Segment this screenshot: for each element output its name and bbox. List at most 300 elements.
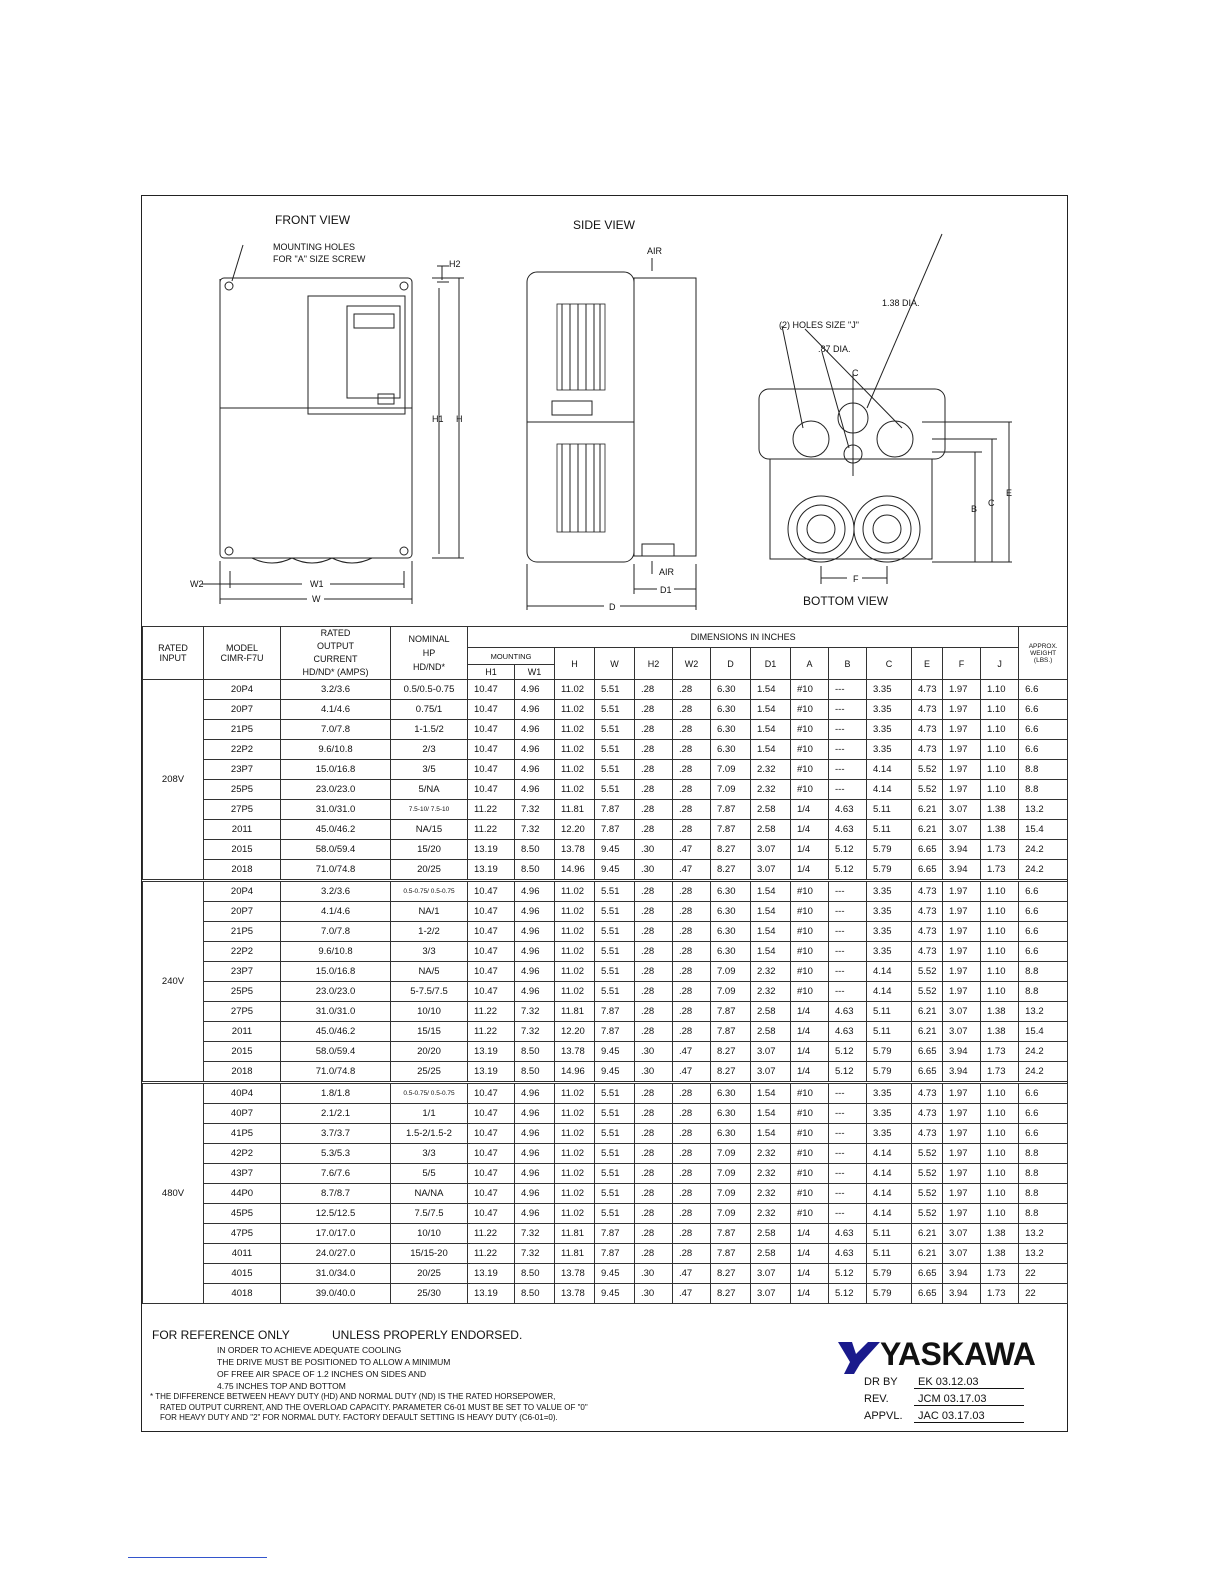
header-current: RATED OUTPUT CURRENT HD/ND* (AMPS) [281,627,391,680]
table-row [143,1002,1068,1022]
air-top-label: AIR [647,246,663,256]
table-cell: --- [829,982,867,1002]
table-cell: 3.35 [867,720,912,740]
table-cell: 13.78 [555,840,595,860]
table-cell: 10.47 [468,720,515,740]
table-cell: #10 [791,1144,829,1164]
table-cell: 8.50 [515,1042,555,1062]
table-cell: 4.96 [515,680,555,700]
table-cell: 5.51 [595,780,635,800]
table-cell: 3.94 [943,1042,981,1062]
table-cell: 6.6 [1019,902,1068,922]
table-cell: --- [829,922,867,942]
table-cell: 10.47 [468,1204,515,1224]
table-cell: 45P5 [204,1204,281,1224]
table-cell: #10 [791,881,829,902]
table-cell: 5.51 [595,720,635,740]
table-cell: 1.97 [943,680,981,700]
table-cell: 7.87 [711,1244,751,1264]
table-cell: 20P7 [204,700,281,720]
table-cell: 10/10 [391,1002,468,1022]
table-cell: 5-7.5/7.5 [391,982,468,1002]
table-cell: .28 [635,680,673,700]
table-cell: 11.02 [555,740,595,760]
table-cell: 11.81 [555,1224,595,1244]
table-row [143,1144,1068,1164]
table-row [143,740,1068,760]
table-cell: #10 [791,760,829,780]
table-cell: 24.2 [1019,840,1068,860]
table-cell: 4.1/4.6 [281,700,391,720]
table-cell: .30 [635,1264,673,1284]
table-cell: 0.5-0.75/ 0.5-0.75 [391,1083,468,1104]
table-cell: .28 [673,982,711,1002]
bottom-view-title: BOTTOM VIEW [803,594,889,608]
table-cell: 2.32 [751,760,791,780]
table-cell: 2.32 [751,982,791,1002]
table-cell: 8.27 [711,1264,751,1284]
table-cell: 7.87 [595,1224,635,1244]
table-cell: 3.07 [751,1042,791,1062]
table-cell: 24.2 [1019,1042,1068,1062]
table-cell: 5.51 [595,760,635,780]
table-cell: 13.2 [1019,1002,1068,1022]
table-cell: 2011 [204,1022,281,1042]
dim-c-top-label: C [852,368,859,378]
table-cell: 1.10 [981,922,1019,942]
table-cell: 4.96 [515,1083,555,1104]
side-view-drawing [527,258,696,610]
table-cell: 45.0/46.2 [281,820,391,840]
table-cell: 10.47 [468,962,515,982]
table-cell: 20P4 [204,881,281,902]
table-cell: 1/4 [791,1062,829,1083]
table-cell: 5.51 [595,1184,635,1204]
table-cell: 4.96 [515,1184,555,1204]
table-cell: 1.73 [981,840,1019,860]
dim-d-label: D [609,602,616,612]
table-cell: 11.02 [555,1204,595,1224]
table-cell: 20P4 [204,680,281,700]
table-cell: .28 [673,680,711,700]
table-cell: 4015 [204,1264,281,1284]
table-cell: 1.97 [943,740,981,760]
table-cell: 6.30 [711,680,751,700]
header-weight: APPROX. WEIGHT (LBS.) [1019,627,1068,680]
dimensions-table [142,626,1068,1304]
table-cell: 5.12 [829,840,867,860]
table-cell: 3.35 [867,680,912,700]
header-model: MODEL CIMR-F7U [204,627,281,680]
table-cell: 3.35 [867,922,912,942]
table-cell: 1.97 [943,700,981,720]
dim-h2-label: H2 [449,259,461,269]
table-cell: 4.14 [867,760,912,780]
table-cell: 4.14 [867,780,912,800]
table-cell: 11.81 [555,1244,595,1264]
table-cell: 6.30 [711,700,751,720]
mounting-holes-label-2: FOR "A" SIZE SCREW [273,254,366,264]
table-cell: .28 [673,1224,711,1244]
table-cell: 11.02 [555,780,595,800]
table-cell: 27P5 [204,800,281,820]
side-view-title: SIDE VIEW [573,218,636,232]
table-cell: .28 [635,1184,673,1204]
table-cell: 13.2 [1019,1244,1068,1264]
header-w2: W2 [673,648,711,680]
table-cell: .30 [635,840,673,860]
table-cell: 7.09 [711,1184,751,1204]
table-cell: 7.0/7.8 [281,922,391,942]
table-cell: --- [829,1104,867,1124]
header-d: D [711,648,751,680]
table-cell: 7.87 [711,800,751,820]
table-cell: 13.19 [468,1062,515,1083]
table-cell: 4.73 [912,881,943,902]
table-cell: .28 [673,820,711,840]
table-cell: 13.78 [555,1042,595,1062]
header-h: H [555,648,595,680]
mounting-holes-label-1: MOUNTING HOLES [273,242,356,252]
table-cell: 1.10 [981,720,1019,740]
table-cell: 6.6 [1019,942,1068,962]
table-cell: 24.2 [1019,860,1068,881]
dim-w2-label: W2 [190,579,204,589]
table-cell: 3.35 [867,740,912,760]
table-cell: .28 [673,720,711,740]
table-cell: 3.2/3.6 [281,881,391,902]
table-cell: 3.07 [751,860,791,881]
table-cell: .28 [635,800,673,820]
table-cell: 5.51 [595,1083,635,1104]
table-cell: 6.30 [711,942,751,962]
table-cell: 22P2 [204,942,281,962]
table-cell: 6.65 [912,840,943,860]
table-cell: 1-1.5/2 [391,720,468,740]
table-cell: 11.22 [468,800,515,820]
table-cell: 6.30 [711,1104,751,1124]
table-cell: 12.20 [555,1022,595,1042]
table-cell: 4.63 [829,1244,867,1264]
dim-h-label: H [456,414,463,424]
table-row [143,1042,1068,1062]
table-cell: 4.96 [515,1144,555,1164]
footer [142,1326,1067,1431]
table-cell: 3.07 [751,1264,791,1284]
dim-e-label: E [1006,488,1013,498]
table-cell: 3.35 [867,700,912,720]
table-cell: --- [829,962,867,982]
table-cell: 8.8 [1019,780,1068,800]
table-cell: 1/4 [791,1042,829,1062]
table-cell: 4.96 [515,902,555,922]
table-cell: 15.0/16.8 [281,760,391,780]
table-cell: --- [829,1204,867,1224]
table-cell: 7.09 [711,780,751,800]
table-row [143,800,1068,820]
table-cell: 4.73 [912,922,943,942]
table-cell: 5.51 [595,982,635,1002]
table-cell: --- [829,780,867,800]
table-cell: 1.97 [943,1083,981,1104]
table-cell: 3.07 [943,800,981,820]
table-cell: .28 [635,1204,673,1224]
table-cell: .47 [673,1042,711,1062]
table-cell: 71.0/74.8 [281,1062,391,1083]
table-cell: 8.27 [711,840,751,860]
table-cell: 5.79 [867,840,912,860]
table-cell: 12.20 [555,820,595,840]
table-cell: 10/10 [391,1224,468,1244]
table-cell: .30 [635,1284,673,1304]
table-cell: 3.07 [943,1224,981,1244]
table-cell: 6.6 [1019,680,1068,700]
table-cell: 12.5/12.5 [281,1204,391,1224]
table-cell: 1.97 [943,1204,981,1224]
table-cell: #10 [791,780,829,800]
table-cell: 6.21 [912,820,943,840]
table-cell: 7.09 [711,982,751,1002]
table-cell: 11.02 [555,720,595,740]
table-cell: 11.02 [555,922,595,942]
table-cell: 5.11 [867,1022,912,1042]
brand-wordmark: YASKAWA [880,1336,1036,1372]
table-cell: .28 [673,780,711,800]
table-cell: 4.96 [515,881,555,902]
table-cell: 5.51 [595,1164,635,1184]
table-cell: 0.5/0.5-0.75 [391,680,468,700]
table-cell: .28 [673,700,711,720]
table-cell: .28 [635,740,673,760]
table-cell: .28 [635,1144,673,1164]
table-cell: .28 [673,1124,711,1144]
table-cell: 11.02 [555,760,595,780]
table-cell: 10.47 [468,982,515,1002]
table-cell: 15.4 [1019,1022,1068,1042]
table-cell: 1.54 [751,720,791,740]
table-cell: 7.0/7.8 [281,720,391,740]
header-e: E [912,648,943,680]
table-cell: 4.96 [515,962,555,982]
table-cell: 13.19 [468,1042,515,1062]
table-cell: 8.7/8.7 [281,1184,391,1204]
table-cell: #10 [791,740,829,760]
drawing-area [142,196,1069,626]
table-cell: 1.10 [981,1124,1019,1144]
table-cell: 1.10 [981,1204,1019,1224]
table-cell: 1.73 [981,1264,1019,1284]
table-cell: 4.73 [912,700,943,720]
table-cell: .28 [635,902,673,922]
dim-h1-label: H1 [432,414,444,424]
table-cell: .28 [635,1244,673,1264]
table-cell: 11.22 [468,1022,515,1042]
dim-d1-label: D1 [660,585,672,595]
table-cell: 10.47 [468,942,515,962]
table-cell: #10 [791,680,829,700]
table-cell: 4.73 [912,680,943,700]
table-cell: .28 [635,820,673,840]
table-cell: --- [829,1164,867,1184]
dim-b-label: B [971,504,978,514]
table-cell: .28 [673,1144,711,1164]
table-row [143,1284,1068,1304]
table-cell: #10 [791,1124,829,1144]
table-cell: 1.73 [981,1042,1019,1062]
table-row [143,1204,1068,1224]
dim-f-label: F [853,574,859,584]
table-cell: 14.96 [555,1062,595,1083]
table-cell: 9.45 [595,1284,635,1304]
table-cell: .47 [673,1284,711,1304]
table-cell: 5.11 [867,800,912,820]
table-cell: 1.97 [943,881,981,902]
table-cell: 10.47 [468,922,515,942]
table-cell: 2.1/2.1 [281,1104,391,1124]
table-cell: 7.32 [515,1224,555,1244]
table-cell: 7.87 [711,1002,751,1022]
table-cell: 3.35 [867,902,912,922]
table-cell: 31.0/31.0 [281,800,391,820]
table-cell: 1.38 [981,1002,1019,1022]
table-cell: 5.52 [912,780,943,800]
table-cell: 3.07 [751,1062,791,1083]
table-cell: 3.35 [867,1124,912,1144]
table-cell: #10 [791,962,829,982]
table-cell: 2.32 [751,1164,791,1184]
table-cell: 10.47 [468,1083,515,1104]
table-cell: 20/20 [391,1042,468,1062]
table-cell: 40P7 [204,1104,281,1124]
table-cell: .28 [673,1204,711,1224]
table-cell: --- [829,1083,867,1104]
table-cell: 1.10 [981,881,1019,902]
table-cell: 31.0/34.0 [281,1264,391,1284]
table-cell: 1.10 [981,760,1019,780]
table-cell: 1.10 [981,962,1019,982]
table-cell: 9.45 [595,1264,635,1284]
table-cell: 6.21 [912,1224,943,1244]
table-cell: 6.30 [711,720,751,740]
table-cell: 11.02 [555,1184,595,1204]
bottom-view-drawing [759,234,1012,584]
table-cell: 1.97 [943,982,981,1002]
table-cell: 9.6/10.8 [281,740,391,760]
table-cell: 1.54 [751,700,791,720]
table-cell: 7.32 [515,1244,555,1264]
table-cell: 11.81 [555,800,595,820]
table-cell: 1.97 [943,760,981,780]
header-c: C [867,648,912,680]
table-cell: .28 [635,1164,673,1184]
table-cell: .28 [635,982,673,1002]
table-cell: 1.97 [943,1184,981,1204]
table-cell: --- [829,720,867,740]
table-cell: 5.79 [867,1062,912,1083]
table-cell: 5.11 [867,820,912,840]
table-cell: 7.87 [595,1244,635,1264]
table-cell: 2/3 [391,740,468,760]
table-cell: 5/NA [391,780,468,800]
table-cell: 5.52 [912,1204,943,1224]
header-mounting: MOUNTING [468,648,555,665]
table-row [143,860,1068,881]
table-row [143,1083,1068,1104]
table-cell: 5.51 [595,700,635,720]
table-cell: 20/25 [391,860,468,881]
table-cell: 6.21 [912,800,943,820]
table-cell: 1/4 [791,800,829,820]
table-cell: 1/4 [791,1224,829,1244]
table-cell: 5.3/5.3 [281,1144,391,1164]
table-cell: 1/4 [791,1002,829,1022]
table-cell: 4.96 [515,780,555,800]
table-cell: 6.6 [1019,1083,1068,1104]
table-cell: 2.32 [751,1184,791,1204]
table-cell: 1.97 [943,922,981,942]
table-cell: 9.6/10.8 [281,942,391,962]
table-cell: 40P4 [204,1083,281,1104]
table-cell: 8.8 [1019,1144,1068,1164]
table-cell: 8.8 [1019,1204,1068,1224]
table-cell: 3.94 [943,1264,981,1284]
header-b: B [829,648,867,680]
table-cell: .47 [673,1264,711,1284]
table-cell: 7.09 [711,962,751,982]
table-cell: 8.50 [515,1284,555,1304]
table-cell: 1/4 [791,1264,829,1284]
table-cell: 7.87 [711,820,751,840]
table-cell: .28 [673,800,711,820]
table-cell: 58.0/59.4 [281,840,391,860]
table-cell: 13.78 [555,1264,595,1284]
bottom-link-underline [128,1557,267,1558]
table-cell: 10.47 [468,1104,515,1124]
table-cell: 4.96 [515,942,555,962]
table-cell: --- [829,680,867,700]
table-cell: 5.12 [829,1042,867,1062]
table-cell: 7.5/7.5 [391,1204,468,1224]
table-cell: 1.38 [981,800,1019,820]
table-cell: 6.6 [1019,922,1068,942]
table-cell: 22 [1019,1264,1068,1284]
table-cell: 25/30 [391,1284,468,1304]
table-cell: 4.73 [912,1083,943,1104]
table-cell: 1.10 [981,902,1019,922]
table-cell: 1.97 [943,942,981,962]
table-cell: 11.02 [555,1144,595,1164]
table-cell: 8.8 [1019,760,1068,780]
table-cell: 10.47 [468,1184,515,1204]
table-row [143,1224,1068,1244]
table-cell: 4.96 [515,1124,555,1144]
table-cell: 1.38 [981,1022,1019,1042]
table-cell: 7.6/7.6 [281,1164,391,1184]
header-h2: H2 [635,648,673,680]
table-cell: 8.27 [711,1284,751,1304]
table-cell: 1-2/2 [391,922,468,942]
table-cell: .30 [635,1062,673,1083]
table-cell: 5.51 [595,680,635,700]
table-cell: 47P5 [204,1224,281,1244]
table-cell: 13.2 [1019,1224,1068,1244]
table-cell: #10 [791,1083,829,1104]
table-cell: 11.02 [555,881,595,902]
table-cell: 6.30 [711,902,751,922]
table-cell: 5.52 [912,1164,943,1184]
table-cell: 2.58 [751,800,791,820]
table-cell: 1.73 [981,860,1019,881]
